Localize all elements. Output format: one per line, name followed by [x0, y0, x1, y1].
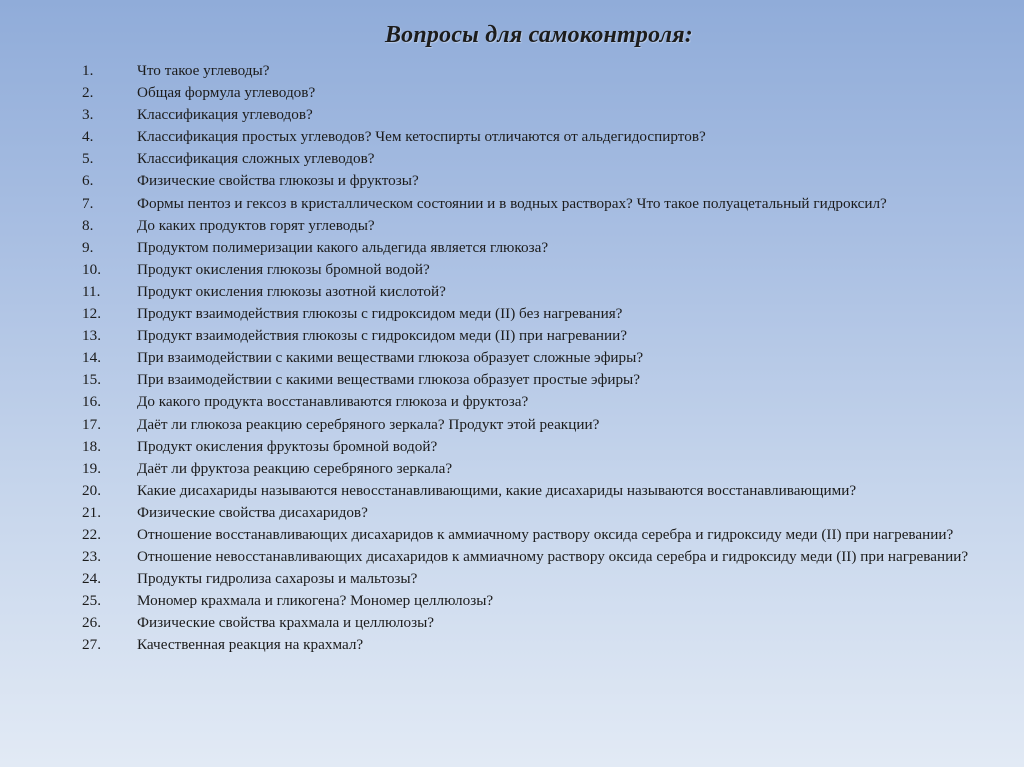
item-text: Классификация простых углеводов? Чем кетоспирты отличаются от альдегидоспиртов? — [137, 128, 706, 146]
list-item — [82, 82, 982, 104]
list-item — [82, 303, 982, 325]
list-item — [82, 126, 982, 148]
item-text: Что такое углеводы? — [137, 62, 270, 79]
item-number: 15. — [82, 371, 101, 389]
item-number: 6. — [82, 172, 94, 190]
question-list — [82, 60, 982, 657]
item-number: 18. — [82, 437, 101, 455]
list-item — [82, 104, 982, 126]
list-item — [82, 369, 982, 391]
item-number: 5. — [82, 150, 94, 168]
list-item — [82, 568, 982, 590]
item-number: 27. — [82, 636, 101, 654]
list-item — [82, 347, 982, 369]
item-number: 9. — [82, 238, 94, 256]
item-number: 4. — [82, 128, 94, 146]
item-number: 1. — [82, 62, 94, 79]
list-item — [82, 193, 982, 215]
item-text: Продукт окисления фруктозы бромной водой? — [137, 437, 438, 455]
list-item — [82, 237, 982, 259]
item-number: 7. — [82, 194, 94, 212]
item-number: 11. — [82, 282, 101, 300]
item-text: Физические свойства дисахаридов? — [137, 503, 368, 521]
item-text: Продукт взаимодействия глюкозы с гидроксидом меди (II) при нагревании? — [137, 327, 627, 345]
item-number: 25. — [82, 592, 101, 610]
item-number: 24. — [82, 570, 101, 588]
item-number: 17. — [82, 415, 101, 433]
list-item — [82, 612, 982, 634]
item-text: Какие дисахариды называются невосстанавливающими, какие дисахариды называются восстанавливающими? — [137, 481, 857, 499]
item-number: 2. — [82, 84, 94, 102]
item-number: 16. — [82, 393, 101, 411]
item-text: Отношение невосстанавливающих дисахаридов к аммиачному раствору оксида серебра и гидроксиду меди (II) при нагревании? — [137, 548, 969, 566]
list-item — [82, 148, 982, 170]
item-number: 8. — [82, 216, 94, 234]
item-text: При взаимодействии с какими веществами глюкоза образует сложные эфиры? — [137, 349, 644, 367]
item-text: Продуктом полимеризации какого альдегида является глюкоза? — [137, 238, 549, 256]
item-text: Физические свойства крахмала и целлюлозы? — [137, 614, 435, 632]
item-text: До какого продукта восстанавливаются глюкоза и фруктоза? — [137, 393, 529, 411]
list-item — [82, 436, 982, 458]
item-text: Продукт окисления глюкозы азотной кислотой? — [137, 282, 446, 300]
item-text: Мономер крахмала и гликогена? Мономер целлюлозы? — [137, 592, 494, 610]
list-item — [82, 259, 982, 281]
item-number: 13. — [82, 327, 101, 345]
list-item — [82, 414, 982, 436]
item-number: 22. — [82, 525, 101, 543]
item-text: Отношение восстанавливающих дисахаридов к аммиачному раствору оксида серебра и гидроксиду меди (II) при нагревании? — [137, 525, 954, 543]
item-number: 23. — [82, 548, 101, 566]
list-item — [82, 480, 982, 502]
item-text: Физические свойства глюкозы и фруктозы? — [137, 172, 419, 190]
item-number: 3. — [82, 106, 94, 124]
list-item — [82, 391, 982, 413]
item-number: 26. — [82, 614, 101, 632]
list-item — [82, 458, 982, 480]
item-text: Классификация углеводов? — [137, 106, 313, 124]
item-text: Классификация сложных углеводов? — [137, 150, 375, 168]
item-number: 20. — [82, 481, 101, 499]
list-item — [82, 170, 982, 192]
list-item — [82, 215, 982, 237]
list-item — [82, 60, 982, 82]
item-text: Качественная реакция на крахмал? — [137, 636, 364, 654]
item-text: Продукт окисления глюкозы бромной водой? — [137, 260, 430, 278]
item-number: 14. — [82, 349, 101, 367]
list-item — [82, 325, 982, 347]
list-item — [82, 524, 982, 546]
item-text: Даёт ли фруктоза реакцию серебряного зеркала? — [137, 459, 453, 477]
item-text: Общая формула углеводов? — [137, 84, 316, 102]
item-text: До каких продуктов горят углеводы? — [137, 216, 375, 234]
list-item — [82, 634, 982, 656]
item-number: 21. — [82, 503, 101, 521]
list-item — [82, 590, 982, 612]
item-text: Формы пентоз и гексоз в кристаллическом состоянии и в водных растворах? Что такое полуацетальный гидроксил? — [137, 194, 887, 212]
item-text: Даёт ли глюкоза реакцию серебряного зеркала? Продукт этой реакции? — [137, 415, 600, 433]
item-text: Продукты гидролиза сахарозы и мальтозы? — [137, 570, 418, 588]
list-item — [82, 502, 982, 524]
item-text: Продукт взаимодействия глюкозы с гидроксидом меди (II) без нагревания? — [137, 305, 623, 323]
list-item — [82, 546, 982, 568]
item-number: 12. — [82, 305, 101, 323]
page-title: Вопросы для самоконтроля: — [384, 22, 694, 48]
item-number: 10. — [82, 260, 101, 278]
item-number: 19. — [82, 459, 101, 477]
list-item — [82, 281, 982, 303]
item-text: При взаимодействии с какими веществами глюкоза образует простые эфиры? — [137, 371, 640, 389]
